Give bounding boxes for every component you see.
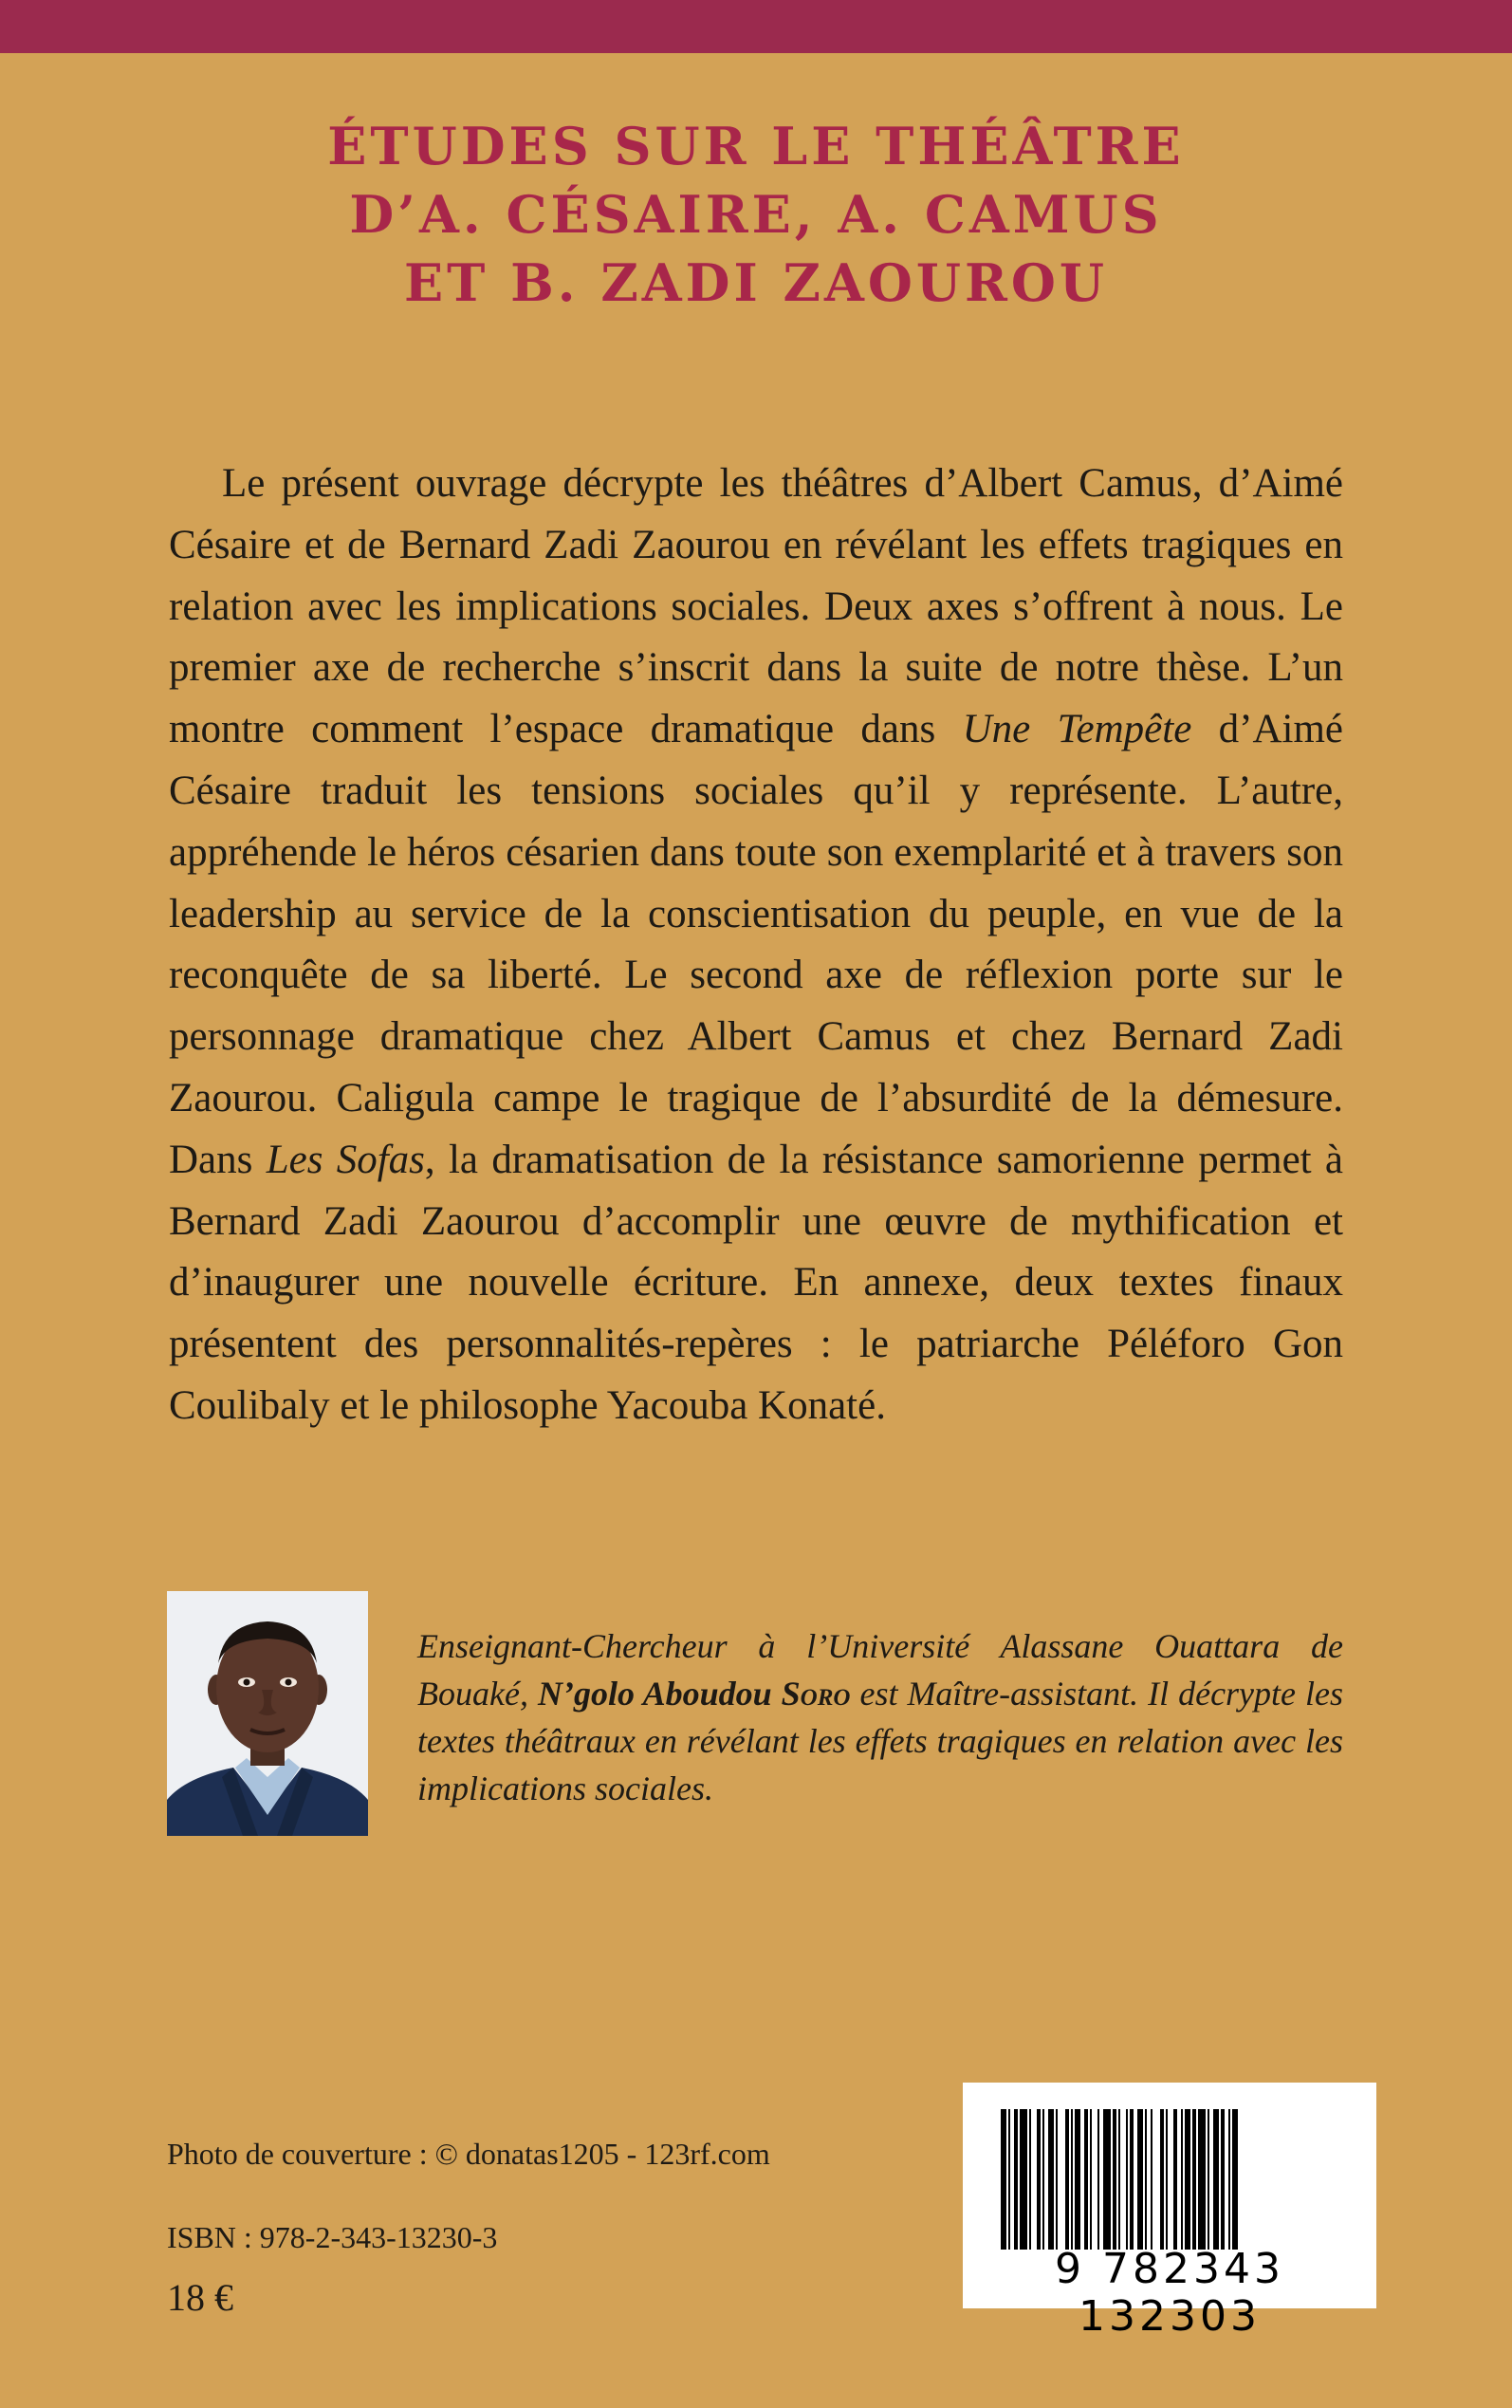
barcode-bar [1228, 2109, 1230, 2250]
barcode-bar [1065, 2109, 1069, 2250]
barcode-bar [1192, 2109, 1196, 2250]
barcode-bar [1221, 2109, 1225, 2250]
barcode-bar [1113, 2109, 1116, 2250]
barcode-bar [1232, 2109, 1238, 2250]
barcode-bar [1185, 2109, 1190, 2250]
photo-credit: Photo de couverture : © donatas1205 - 123rf.com [167, 2137, 770, 2171]
summary-part-1: Le présent ouvrage décrypte les théâtres d’Albert Camus, d’Aimé Césaire et de Bernard Zadi Zaourou en révélant les effets tragiques en relation avec les implications sociales. Deux axes s’offrent à nous. Le premier axe de recherche s’inscrit dans la suite de notre thèse. L’un montre comment l’espace dramatique dans [169, 461, 1343, 752]
summary-title-une-tempete: Une Tempête [962, 707, 1192, 752]
barcode-bar [1118, 2109, 1120, 2250]
barcode-bar [1008, 2109, 1010, 2250]
barcode-bar [1084, 2109, 1088, 2250]
barcode-bar [1071, 2109, 1073, 2250]
summary-title-les-sofas: Les Sofas [266, 1137, 425, 1182]
barcode-bar [1145, 2109, 1147, 2250]
barcode-bar [1020, 2109, 1027, 2250]
barcode [963, 2083, 1376, 2341]
barcode-bar [1001, 2109, 1006, 2250]
book-title [0, 112, 1512, 317]
bio-part-2: est Maître-assistant. Il décrypte les textes théâtraux en révélant les effets tragiques en relation avec les implications sociales. [417, 1675, 1343, 1807]
barcode-bar [1075, 2109, 1080, 2250]
barcode-number: 9 782343 132303 [1055, 2245, 1284, 2341]
isbn: ISBN : 978-2-343-13230-3 [167, 2220, 498, 2254]
author-bio [417, 1622, 1343, 1812]
barcode-bar [1137, 2109, 1143, 2250]
author-last-name: Soro [781, 1675, 851, 1713]
author-portrait-illustration [167, 1591, 368, 1836]
barcode-bar [1048, 2109, 1054, 2250]
barcode-bar [1056, 2109, 1058, 2250]
top-color-band [0, 0, 1512, 53]
title-line-3: ET B. ZADI ZAOUROU [403, 252, 1109, 313]
author-photo [167, 1591, 368, 1836]
barcode-bar [1181, 2109, 1183, 2250]
price: 18 € [167, 2276, 233, 2319]
barcode-bar [1213, 2109, 1219, 2250]
summary-text [169, 454, 1343, 1437]
barcode-bar [1208, 2109, 1209, 2250]
summary-part-2: d’Aimé Césaire traduit les tensions sociales qu’il y représente. L’autre, appréhende le héros césarien dans toute son exemplarité et à travers son leadership au service de la conscientisation du peuple, en vue de la reconquête de sa liberté. Le second axe de réflexion porte sur le personnage dramatique chez Albert Camus et chez Bernard Zadi Zaourou. Caligula campe le tragique de l’absurdité de la démesure. Dans [169, 707, 1343, 1182]
barcode-bar [1151, 2109, 1152, 2250]
barcode-bar [1029, 2109, 1031, 2250]
author-first-name: N’golo Aboudou [537, 1675, 782, 1713]
barcode-bar [1173, 2109, 1177, 2250]
barcode-bar [1103, 2109, 1111, 2250]
bio-part-1: Enseignant-Chercheur à l’Université Alassane Ouattara de Bouaké, [417, 1627, 1343, 1713]
title-line-1: ÉTUDES SUR LE THÉÂTRE [327, 116, 1185, 176]
barcode-bar [1090, 2109, 1092, 2250]
barcode-bar [1160, 2109, 1164, 2250]
barcode-bar [1166, 2109, 1168, 2250]
barcode-bar [1037, 2109, 1041, 2250]
summary-part-3: , la dramatisation de la résistance samorienne permet à Bernard Zadi Zaourou d’accomplir une œuvre de mythification et d’inaugurer une nouvelle écriture. En annexe, deux textes finaux présentent des personnalités-repères : le patriarche Péléforo Gon Coulibaly et le philosophe Yacouba Konaté. [169, 1137, 1344, 1428]
barcode-bar [1130, 2109, 1134, 2250]
barcode-bar [1198, 2109, 1206, 2250]
title-line-2: D’A. CÉSAIRE, A. CAMUS [349, 184, 1163, 245]
barcode-bar [1126, 2109, 1128, 2250]
barcode-bar [1042, 2109, 1044, 2250]
barcode-bar [1097, 2109, 1099, 2250]
barcode-bar [1014, 2109, 1018, 2250]
author-name [538, 1675, 851, 1713]
